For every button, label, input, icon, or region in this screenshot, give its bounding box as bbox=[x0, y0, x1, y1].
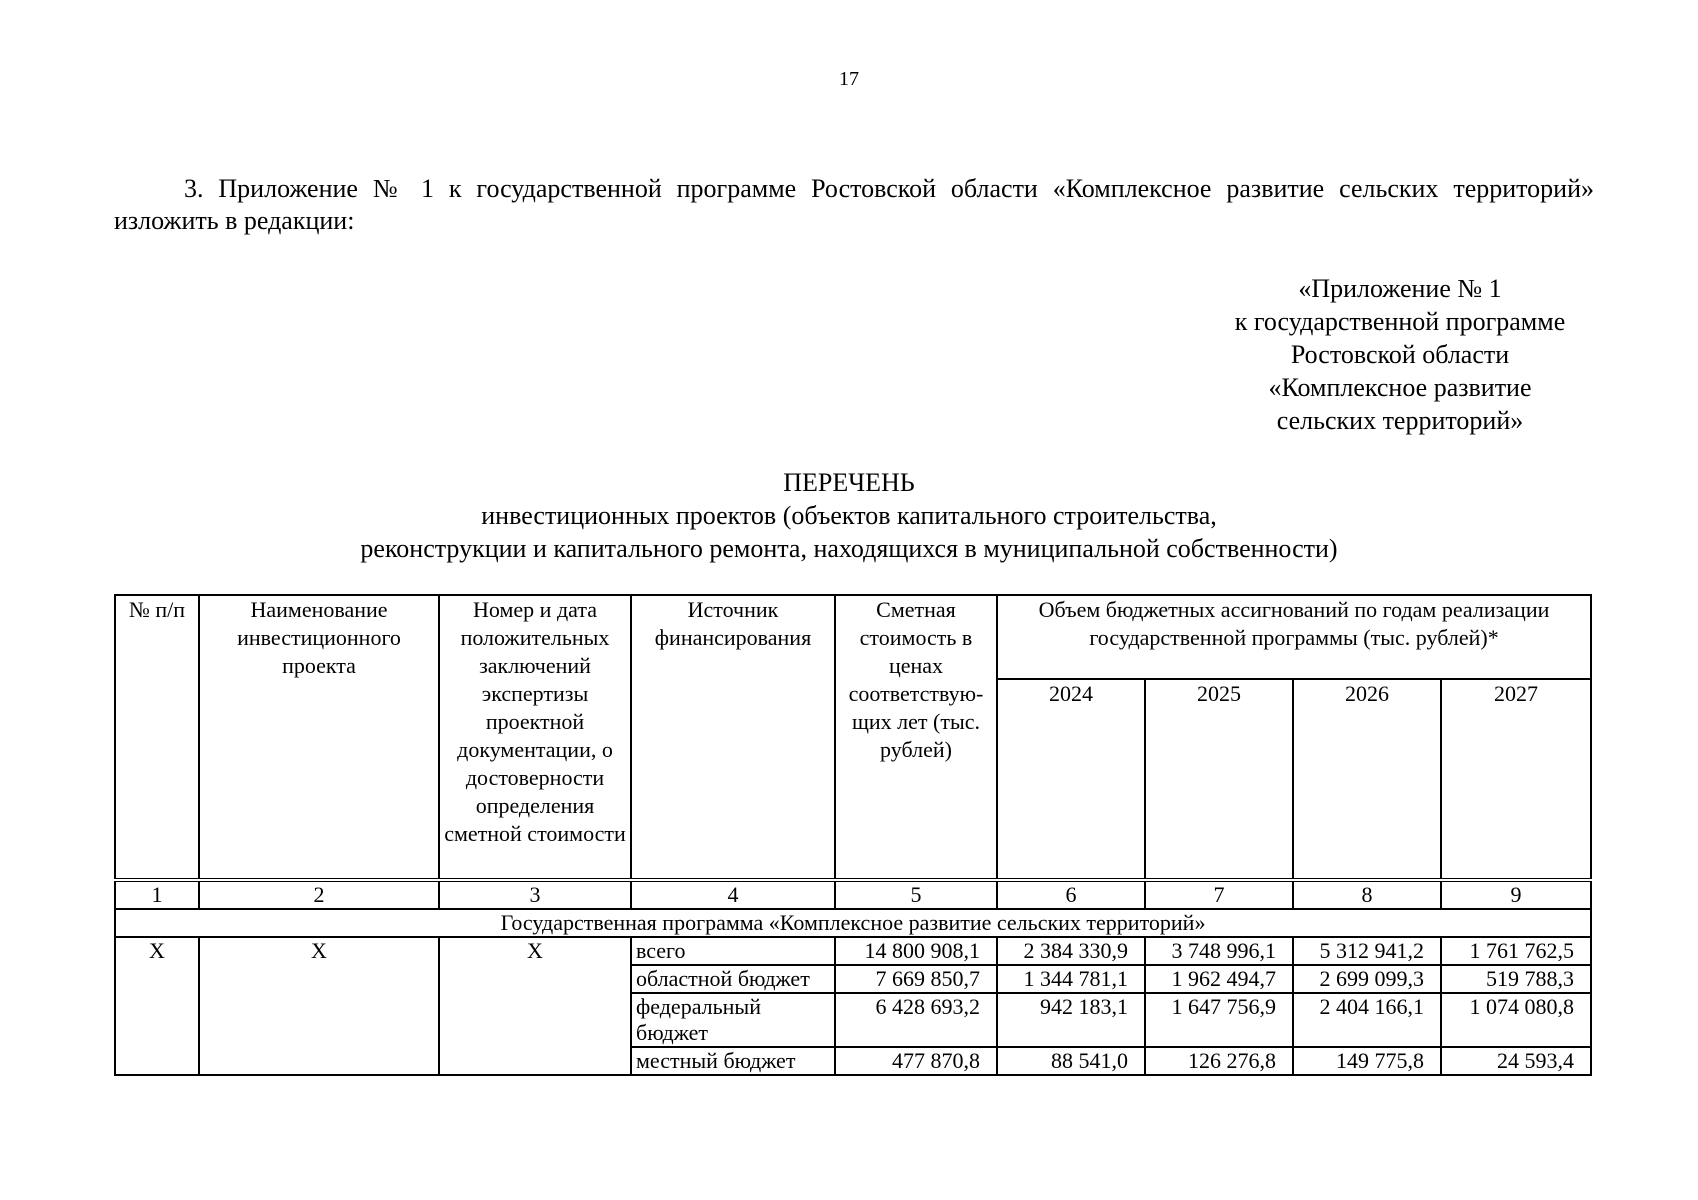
heading-subtitle: реконструкции и капитального ремонта, находящихся в муниципальной собственности) bbox=[360, 534, 1338, 563]
header-cell-year: 2026 bbox=[1293, 679, 1441, 880]
year-value-cell: 1 761 762,5 bbox=[1441, 937, 1591, 965]
program-title: Государственная программа «Комплексное развитие сельских территорий» bbox=[115, 909, 1591, 937]
source-cell: федеральный бюджет bbox=[631, 993, 835, 1047]
header-cell-source: Источник финансирования bbox=[631, 595, 835, 880]
year-value-cell: 24 593,4 bbox=[1441, 1047, 1591, 1075]
header-cell-year: 2027 bbox=[1441, 679, 1591, 880]
year-value-cell: 2 404 166,1 bbox=[1293, 993, 1441, 1047]
x-mark: X bbox=[115, 937, 199, 1075]
appendix-line: к государственной программе bbox=[1234, 307, 1566, 336]
column-number: 1 bbox=[115, 880, 199, 909]
year-value-cell: 5 312 941,2 bbox=[1293, 937, 1441, 965]
appendix-header bbox=[1180, 272, 1620, 437]
column-numbers-row bbox=[115, 880, 1591, 909]
document-heading bbox=[0, 466, 1698, 565]
x-mark: X bbox=[199, 937, 439, 1075]
source-cell: областной бюджет bbox=[631, 965, 835, 993]
year-value-cell: 1 647 756,9 bbox=[1145, 993, 1293, 1047]
header-cell-name: Наименование инвестиционного проекта bbox=[199, 595, 439, 880]
appendix-line: сельских территорий» bbox=[1276, 406, 1524, 435]
column-number: 2 bbox=[199, 880, 439, 909]
year-value-cell: 3 748 996,1 bbox=[1145, 937, 1293, 965]
column-number: 5 bbox=[835, 880, 997, 909]
page-number: 17 bbox=[839, 68, 859, 90]
total-cell: 14 800 908,1 bbox=[835, 937, 997, 965]
column-number: 3 bbox=[439, 880, 631, 909]
year-value-cell: 519 788,3 bbox=[1441, 965, 1591, 993]
column-number: 7 bbox=[1145, 880, 1293, 909]
heading-subtitle: инвестиционных проектов (объектов капитального строительства, bbox=[481, 501, 1217, 530]
column-number: 8 bbox=[1293, 880, 1441, 909]
intro-paragraph: 3. Приложение № 1 к государственной программе Ростовской области «Комплексное развитие сельских территорий» изложить в редакции: bbox=[114, 174, 1594, 235]
year-value-cell: 2 384 330,9 bbox=[997, 937, 1145, 965]
program-row bbox=[115, 909, 1591, 937]
source-cell: всего bbox=[631, 937, 835, 965]
header-cell-expertise: Номер и дата положительных заключений экспертизы проектной документации, о достоверности определения сметной стоимости bbox=[439, 595, 631, 880]
appendix-line: «Комплексное развитие bbox=[1268, 373, 1532, 402]
appendix-line: Ростовской области bbox=[1290, 340, 1510, 369]
year-value-cell: 2 699 099,3 bbox=[1293, 965, 1441, 993]
year-value-cell: 88 541,0 bbox=[997, 1047, 1145, 1075]
total-cell: 7 669 850,7 bbox=[835, 965, 997, 993]
header-cell-budget-group: Объем бюджетных ассигнований по годам реализации государственной программы (тыс. рублей)* bbox=[997, 595, 1591, 679]
column-number: 6 bbox=[997, 880, 1145, 909]
header-cell-year: 2024 bbox=[997, 679, 1145, 880]
column-number: 4 bbox=[631, 880, 835, 909]
header-row bbox=[115, 595, 1591, 679]
year-value-cell: 942 183,1 bbox=[997, 993, 1145, 1047]
year-value-cell: 1 344 781,1 bbox=[997, 965, 1145, 993]
appendix-line: «Приложение № 1 bbox=[1298, 274, 1502, 303]
total-cell: 477 870,8 bbox=[835, 1047, 997, 1075]
header-cell-year: 2025 bbox=[1145, 679, 1293, 880]
source-cell: местный бюджет bbox=[631, 1047, 835, 1075]
heading-title: ПЕРЕЧЕНЬ bbox=[783, 468, 915, 497]
x-mark: X bbox=[439, 937, 631, 1075]
header-cell-number: № п/п bbox=[115, 595, 199, 880]
year-value-cell: 126 276,8 bbox=[1145, 1047, 1293, 1075]
year-value-cell: 149 775,8 bbox=[1293, 1047, 1441, 1075]
year-value-cell: 1 962 494,7 bbox=[1145, 965, 1293, 993]
year-value-cell: 1 074 080,8 bbox=[1441, 993, 1591, 1047]
table-row bbox=[115, 937, 1591, 965]
investment-projects-table bbox=[114, 594, 1592, 1076]
header-cell-estimate: Сметная стоимость в ценах соответствую-щих лет (тыс. рублей) bbox=[835, 595, 997, 880]
total-cell: 6 428 693,2 bbox=[835, 993, 997, 1047]
column-number: 9 bbox=[1441, 880, 1591, 909]
